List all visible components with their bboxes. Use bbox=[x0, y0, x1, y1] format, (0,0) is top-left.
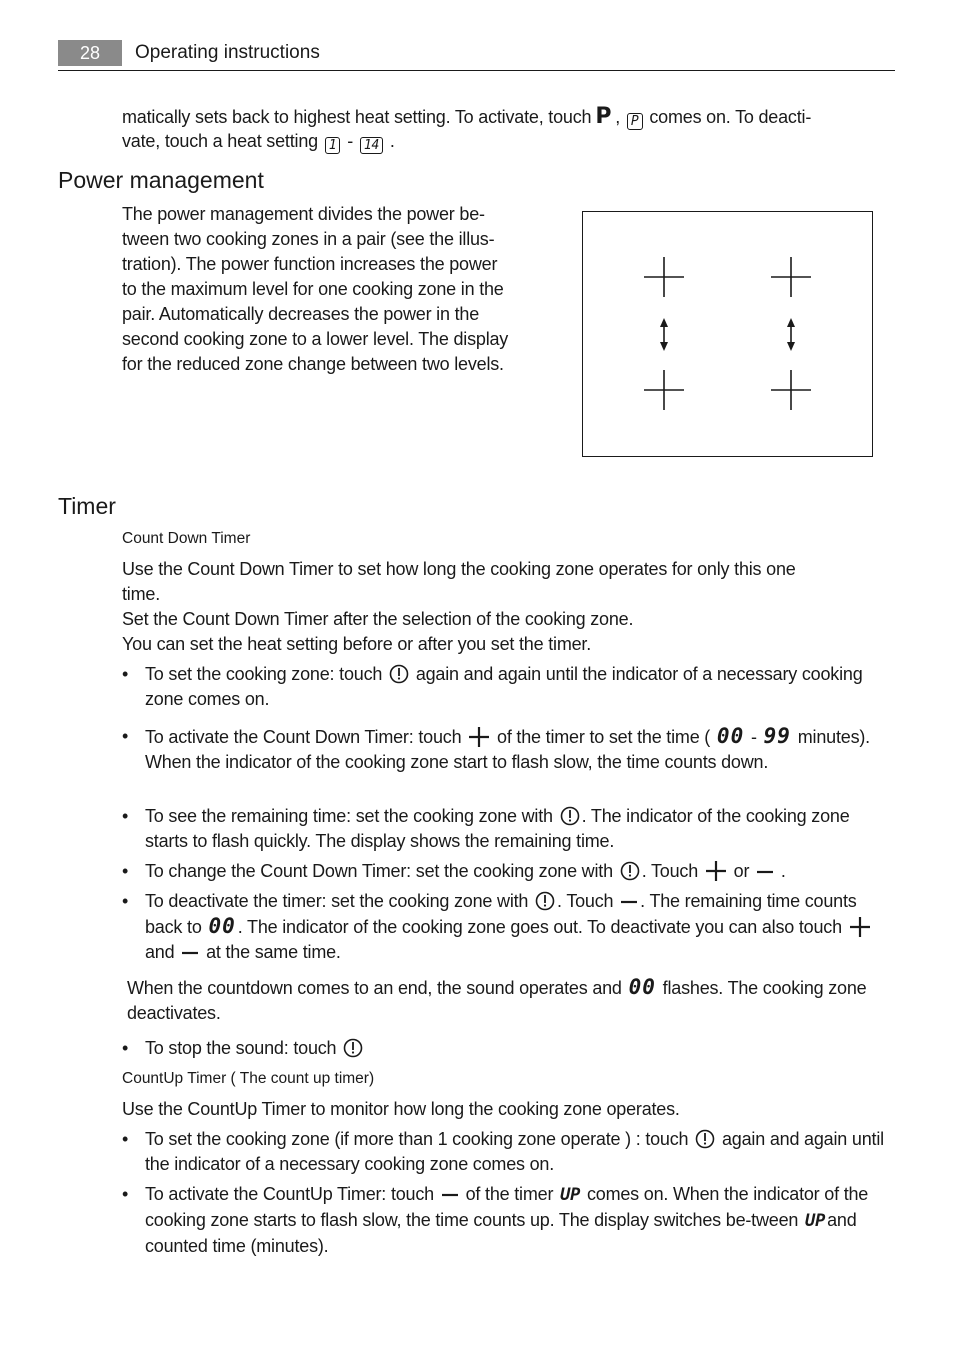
plus-icon bbox=[849, 917, 871, 937]
p-symbol-icon: P bbox=[595, 104, 612, 129]
list-item-count-up-set-zone: • To set the cooking zone (if more than 1 cooking zone operate ) : touch again and again until the indicator of a necessary cooking zone comes on. bbox=[122, 1129, 884, 1174]
count-up-intro: Use the CountUp Timer to monitor how long the cooking zone operates. bbox=[122, 1099, 680, 1119]
count-up-display: UP bbox=[805, 1211, 826, 1231]
count-up-subheading: CountUp Timer ( The count up timer) bbox=[122, 1070, 375, 1087]
timer-icon bbox=[389, 664, 409, 684]
cooking-zone-pairs-diagram bbox=[582, 211, 873, 457]
timer-display-min: 00 bbox=[716, 724, 745, 748]
count-down-intro: Use the Count Down Timer to set how long the cooking zone operates for only this one time. Set the Count Down Timer after the selection of the cooking zone. You can set the heat setting before or after you set the timer. bbox=[122, 559, 796, 654]
power-management-heading: Power management bbox=[58, 167, 264, 193]
list-item-activate-count-up: • To activate the CountUp Timer: touch of the timer UP comes on. When the indicator of the cooking zone starts to flash slow, the time counts up. The display switches be-tween UP and counted time (minutes). bbox=[122, 1184, 869, 1256]
plus-icon bbox=[468, 727, 490, 747]
timer-icon bbox=[560, 806, 580, 826]
intro-line-2: vate, touch a heat setting 1 - 14 . bbox=[122, 131, 395, 153]
timer-display-max: 99 bbox=[763, 724, 791, 748]
page-number: 28 bbox=[58, 40, 122, 66]
power-management-text: The power management divides the power be- tween two cooking zones in a pair (see the illus- tration). The power function increases the power to the maximum level for one cooking zone in the pair. Automatically decreases the power in the second cooking zone to a lower level. The display for the reduced zone change between two levels. bbox=[122, 204, 509, 374]
timer-icon bbox=[695, 1129, 715, 1149]
list-item-remaining-time: • To see the remaining time: set the cooking zone with . The indicator of the cooking zone starts to flash quickly. The display shows the remaining time. bbox=[122, 806, 850, 851]
pair-left-arrow-up bbox=[660, 318, 668, 327]
list-item-deactivate-timer: • To deactivate the timer: set the cooking zone with . Touch . The remaining time counts back to 00 . The indicator of the cooking zone goes out. To deactivate you can also touch and at the same time. bbox=[122, 889, 892, 965]
pair-right-arrow-up bbox=[787, 318, 795, 327]
timer-heading: Timer bbox=[58, 493, 116, 519]
cooking-zone-pairs-illustration bbox=[583, 212, 872, 456]
minus-icon bbox=[620, 891, 638, 911]
pair-left-arrow-down bbox=[660, 342, 668, 351]
minus-icon bbox=[756, 861, 774, 881]
plus-icon bbox=[705, 861, 727, 881]
minus-icon bbox=[181, 942, 199, 962]
p-display-icon: P bbox=[627, 113, 643, 130]
list-item-stop-sound: • To stop the sound: touch bbox=[122, 1036, 892, 1061]
list-item-set-cooking-zone: • To set the cooking zone: touch again and again until the indicator of a necessary cooking zone comes on. bbox=[122, 664, 863, 709]
count-up-display: UP bbox=[560, 1185, 581, 1205]
count-down-subheading: Count Down Timer bbox=[122, 530, 251, 547]
heat-setting-max-display: 14 bbox=[360, 137, 383, 154]
header-rule bbox=[58, 70, 895, 71]
intro-line-1: matically sets back to highest heat setting. To activate, touch P , P comes on. To deacti- bbox=[122, 104, 812, 129]
timer-display-zero: 00 bbox=[628, 975, 656, 999]
heat-setting-min-display: 1 bbox=[325, 137, 341, 154]
timer-icon bbox=[535, 891, 555, 911]
timer-display-zero: 00 bbox=[208, 914, 236, 938]
timer-icon bbox=[620, 861, 640, 881]
minus-icon bbox=[441, 1184, 459, 1204]
header-title: Operating instructions bbox=[135, 42, 320, 63]
countdown-end-paragraph: When the countdown comes to an end, the sound operates and 00 flashes. The cooking zone deactivates. bbox=[127, 975, 867, 1023]
pair-right-arrow-down bbox=[787, 342, 795, 351]
list-item-activate-count-down: • To activate the Count Down Timer: touch of the timer to set the time ( 00 - 99 minutes). When the indicator of the cooking zone start to flash slow, the time counts down. bbox=[122, 724, 870, 772]
list-item-change-count-down: • To change the Count Down Timer: set the cooking zone with . Touch or . bbox=[122, 861, 786, 881]
timer-icon bbox=[343, 1038, 363, 1058]
